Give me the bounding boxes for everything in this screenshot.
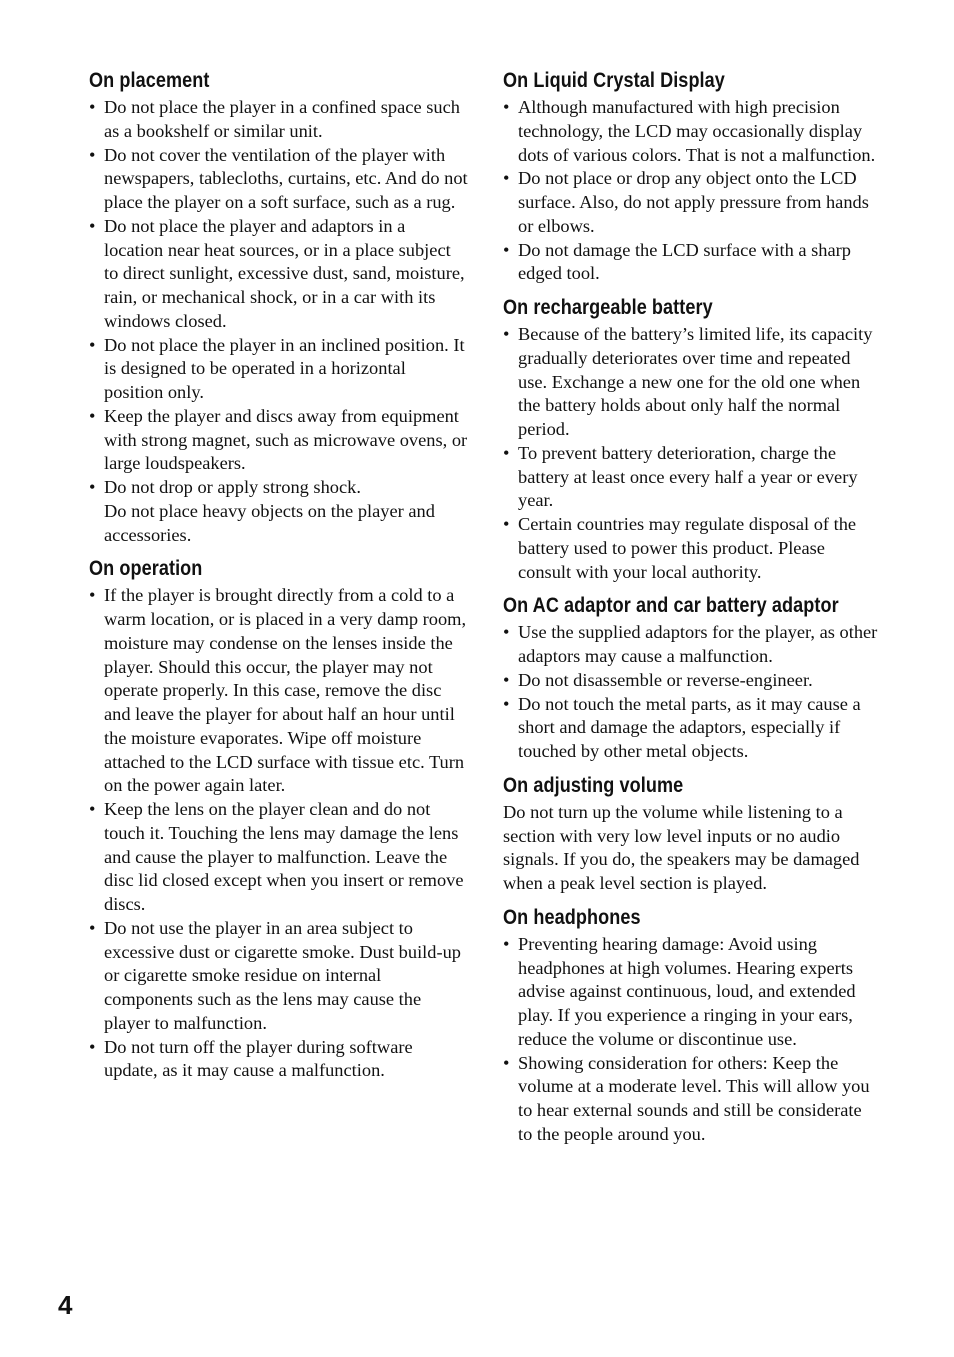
bullet-list	[503, 323, 879, 584]
list-item: • To prevent battery deterioration, charge the battery at least once every half a year or every year.	[503, 442, 879, 513]
bullet-list	[503, 96, 879, 286]
section-title: On Liquid Crystal Display	[503, 69, 725, 92]
bullet-list	[503, 933, 879, 1147]
list-item: • Keep the lens on the player clean and do not touch it. Touching the lens may damage the lens and cause the player to malfunction. Leave the disc lid closed except when you insert or remove discs.	[89, 798, 469, 917]
list-item: • Do not place or drop any object onto the LCD surface. Also, do not apply pressure from hands or elbows.	[503, 167, 879, 238]
bullet-list	[89, 96, 469, 547]
list-item: • Preventing hearing damage: Avoid using headphones at high volumes. Hearing experts advise against continuous, loud, and extended play. If you experience a ringing in your ears, reduce the volume or discontinue use.	[503, 933, 879, 1052]
list-item-line: • Do not drop or apply strong shock.	[104, 477, 361, 497]
section-battery	[503, 293, 879, 584]
section-title: On operation	[89, 557, 203, 581]
list-item: • Showing consideration for others: Keep the volume at a moderate level. This will allow you to hear external sounds and still be considerate to the people around you.	[503, 1052, 879, 1147]
section-title: On headphones	[503, 905, 641, 929]
paragraph: Do not turn up the volume while listening to a section with very low level inputs or no audio signals. If you do, the speakers may be damaged when a peak level section is played.	[503, 801, 860, 893]
section-headphones	[503, 903, 879, 1147]
bullet-list	[503, 621, 879, 764]
section-placement	[89, 66, 469, 547]
left-column	[89, 66, 469, 1090]
list-item: • Do not cover the ventilation of the player with newspapers, tablecloths, curtains, etc. And do not place the player on a soft surface, such as a rug.	[89, 144, 469, 215]
bullet-list	[89, 584, 469, 1083]
list-item: • Do not place the player and adaptors in a location near heat sources, or in a place subject to direct sunlight, excessive dust, sand, moisture, rain, or mechanical shock, or in a car with its windows closed.	[89, 215, 469, 334]
section-lcd	[503, 66, 879, 286]
list-item: • Do not place the player in a confined space such as a bookshelf or similar unit.	[89, 96, 469, 144]
list-item: • Use the supplied adaptors for the player, as other adaptors may cause a malfunction.	[503, 621, 879, 669]
list-item: • Do not place the player in an inclined position. It is designed to be operated in a horizontal position only.	[89, 334, 469, 405]
section-adaptor	[503, 591, 879, 764]
section-operation	[89, 554, 469, 1083]
list-item: • Although manufactured with high precision technology, the LCD may occasionally display dots of various colors. That is not a malfunction.	[503, 96, 879, 167]
section-title: On rechargeable battery	[503, 296, 713, 319]
section-volume	[503, 771, 879, 896]
section-title: On adjusting volume	[503, 773, 684, 797]
right-column	[503, 66, 879, 1154]
list-item-line: Do not place heavy objects on the player and accessories.	[104, 500, 435, 545]
list-item	[89, 476, 469, 547]
list-item: • Do not damage the LCD surface with a sharp edged tool.	[503, 239, 879, 287]
list-item: • Do not disassemble or reverse-engineer.	[503, 669, 879, 693]
list-item: • Do not use the player in an area subject to excessive dust or cigarette smoke. Dust build-up or cigarette smoke residue on internal components such as the lens may cause the player to malfunction.	[89, 917, 469, 1036]
list-item: • If the player is brought directly from a cold to a warm location, or is placed in a very damp room, moisture may condense on the lenses inside the player. Should this occur, the player may not operate properly. In this case, remove the disc and leave the player for about half an hour until the moisture evaporates. Wipe off moisture attached to the LCD surface with tissue etc. Turn on the power again later.	[89, 584, 469, 798]
list-item: • Do not touch the metal parts, as it may cause a short and damage the adaptors, especially if touched by other metal objects.	[503, 693, 879, 764]
page-number: 4	[58, 1290, 73, 1320]
list-item: • Certain countries may regulate disposal of the battery used to power this product. Please consult with your local authority.	[503, 513, 879, 584]
list-item: • Because of the battery’s limited life, its capacity gradually deteriorates over time and repeated use. Exchange a new one for the old one when the battery holds about only half the normal period.	[503, 323, 879, 442]
section-title: On AC adaptor and car battery adaptor	[503, 594, 839, 618]
section-title: On placement	[89, 69, 210, 92]
list-item: • Do not turn off the player during software update, as it may cause a malfunction.	[89, 1036, 469, 1084]
list-item: • Keep the player and discs away from equipment with strong magnet, such as microwave ovens, or large loudspeakers.	[89, 405, 469, 476]
